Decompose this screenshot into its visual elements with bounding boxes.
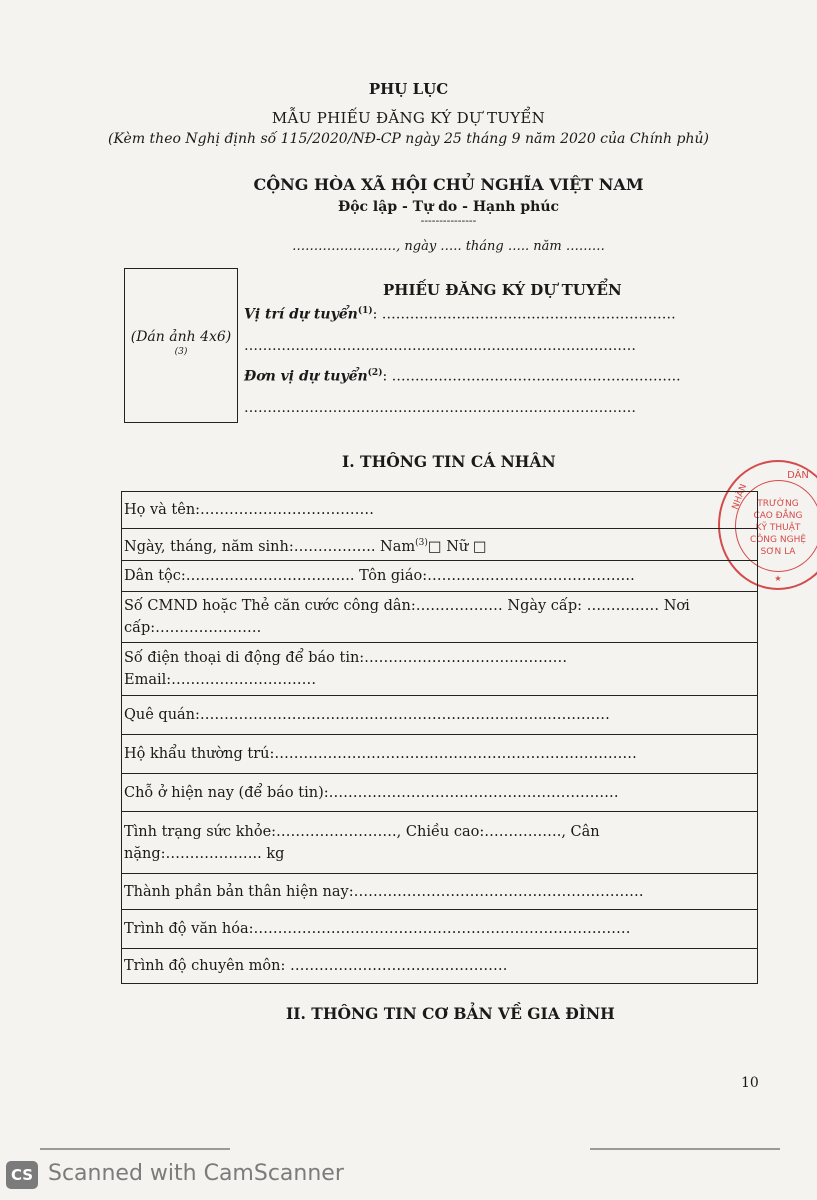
- page-number: 10: [741, 1075, 759, 1091]
- gender-checkboxes: □ Nữ □: [427, 538, 487, 555]
- health-field: Tình trạng sức khỏe:……………………., Chiều cao:……………., Cân: [124, 823, 600, 840]
- table-row: [122, 592, 758, 643]
- decree-note: (Kèm theo Nghị định số 115/2020/NĐ-CP ngày 25 tháng 9 năm 2020 của Chính phủ): [108, 131, 709, 147]
- footer-rule-left: [40, 1148, 230, 1150]
- photo-label: (Dán ảnh 4x6): [130, 329, 232, 345]
- id-card-issue-place: cấp:………………….: [124, 620, 262, 637]
- position-sup: (1): [357, 306, 373, 316]
- dob-sup: (3): [415, 537, 428, 548]
- id-card-field: Số CMND hoặc Thẻ căn cước công dân:……………… Ngày cấp: …………… Nơi: [124, 598, 690, 615]
- residence-field: Hộ khẩu thường trú:…………………………………………………………………: [124, 745, 637, 762]
- dob-gender-field: Ngày, tháng, năm sinh:…………….. Nam$^{(3)}$□ Nữ □: [124, 537, 487, 555]
- background-field: Thành phần bản thân hiện nay:……………………………………………………: [124, 883, 644, 900]
- education-field: Trình độ văn hóa:……………………………………………………………………: [124, 921, 631, 938]
- table-row: [122, 812, 758, 873]
- section-2-heading: II. THÔNG TIN CƠ BẢN VỀ GIA ĐÌNH: [286, 1004, 615, 1023]
- table-row: [122, 910, 758, 949]
- table-row: [122, 873, 758, 910]
- unit-row: [244, 368, 681, 385]
- table-row: [122, 492, 758, 529]
- camscanner-logo-icon: CS: [6, 1161, 38, 1189]
- current-address-field: Chỗ ở hiện nay (để báo tin):……………………………………………………: [124, 784, 619, 801]
- personal-info-table: [121, 491, 758, 984]
- motto: Độc lập - Tự do - Hạnh phúc: [337, 199, 560, 215]
- table-row: [122, 643, 758, 696]
- footer-rule-right: [590, 1148, 780, 1150]
- unit-dots-line: …………………………………………………………………………: [244, 400, 636, 416]
- photo-placeholder: [124, 268, 238, 423]
- unit-dots: : ……………………………………………………..: [382, 368, 681, 385]
- section-1-heading: I. THÔNG TIN CÁ NHÂN: [342, 452, 556, 471]
- seal-line-5: SƠN LA: [760, 547, 796, 557]
- date-line: ……………………, ngày ….. tháng ….. năm ………: [292, 239, 605, 254]
- position-label: Vị trí dự tuyển: [244, 306, 358, 323]
- table-row: [122, 773, 758, 812]
- name-field: Họ và tên:………………………………: [124, 501, 375, 518]
- seal-star-icon: ★: [774, 574, 782, 583]
- form-title: MẪU PHIẾU ĐĂNG KÝ DỰ TUYỂN: [271, 109, 546, 127]
- camscanner-watermark: Scanned with CamScanner: [48, 1161, 344, 1186]
- country-name: CỘNG HÒA XÃ HỘI CHỦ NGHĨA VIỆT NAM: [253, 175, 644, 194]
- seal-line-1: TRƯỜNG: [757, 499, 799, 509]
- table-row: [122, 528, 758, 561]
- appendix-heading: PHỤ LỤC: [368, 80, 449, 98]
- motto-rule: ---------------: [420, 214, 477, 227]
- unit-sup: (2): [367, 368, 383, 378]
- position-dots: : ………………………………………………………: [372, 306, 676, 323]
- table-row: [122, 949, 758, 984]
- photo-note: (3): [174, 347, 188, 357]
- position-row: [244, 306, 676, 323]
- phone-field: Số điện thoại di động để báo tin:……………………………………: [124, 650, 568, 667]
- specialty-field: Trình độ chuyên môn: ………………………………………: [124, 958, 508, 975]
- table-row: [122, 561, 758, 592]
- weight-field: nặng:……………….. kg: [124, 845, 285, 862]
- table-row: [122, 696, 758, 735]
- seal-line-4: CÔNG NGHỆ: [749, 535, 807, 545]
- table-row: [122, 734, 758, 773]
- seal-line-3: KỸ THUẬT: [755, 523, 801, 533]
- hometown-field: Quê quán:……………………………………………………………....…………: [124, 707, 610, 723]
- seal-top-text: DÂN: [787, 470, 809, 481]
- seal-side-text: NHÂN: [730, 482, 750, 512]
- unit-label: Đơn vị dự tuyển: [244, 368, 368, 385]
- registration-title: PHIẾU ĐĂNG KÝ DỰ TUYỂN: [383, 281, 622, 299]
- position-dots-line: …………………………………………………………………………: [244, 338, 636, 354]
- email-field: Email:…………………………: [124, 672, 317, 689]
- ethnicity-religion-field: Dân tộc:…………………………….. Tôn giáo:…………………………………….: [124, 568, 635, 585]
- seal-line-2: CAO ĐẲNG: [753, 511, 803, 521]
